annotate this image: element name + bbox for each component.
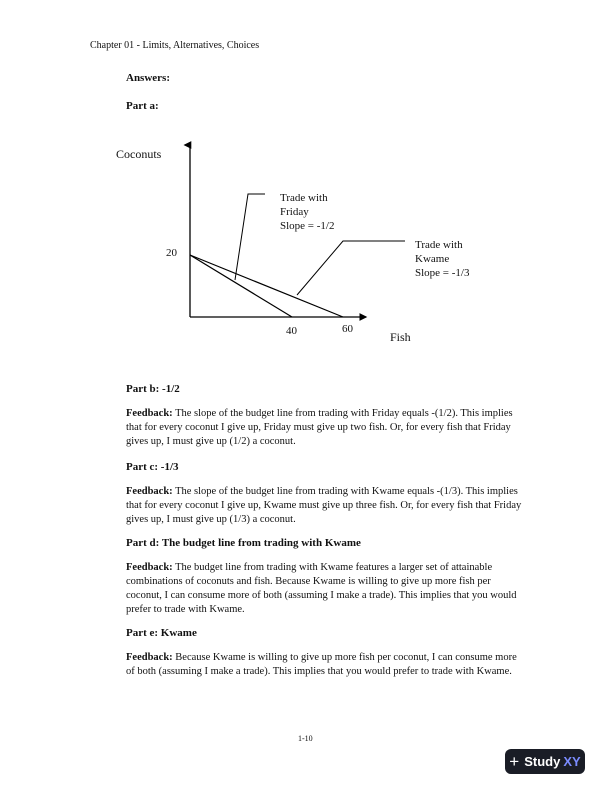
kwame-callout-line (297, 241, 405, 295)
x-axis-label: Fish (390, 330, 411, 344)
part-e-title: Part e: Kwame (126, 627, 197, 639)
budget-line-chart (0, 0, 612, 380)
kwame-budget-line (190, 255, 343, 317)
part-b-feedback: Feedback: The slope of the budget line from trading with Friday equals -(1/2). This implies that for every coconut I give up, Friday must give up two fish. Or, for every fish that Friday gives up, I must give up (1/2) a coconut. (126, 408, 513, 447)
x-tick-40: 40 (286, 325, 297, 337)
friday-budget-line (190, 255, 292, 317)
kwame-annotation: Trade with Kwame Slope = -1/3 (415, 239, 470, 279)
part-c-feedback: Feedback: The slope of the budget line from trading with Kwame equals -(1/3). This implies that for every coconut I give up, Kwame must give up three fish. Or, for every fish that Friday gives up, I must give up (1/3) a coconut. (126, 486, 522, 525)
part-e-feedback: Feedback: Because Kwame is willing to give up more fish per coconut, I can consume more of both (assuming I make a trade). This implies that you would prefer to trade with Kwame. (126, 652, 517, 677)
friday-callout-line (235, 194, 265, 280)
part-d-feedback: Feedback: The budget line from trading with Kwame features a larger set of attainable combinations of coconuts and fish. Because Kwame is willing to give up more fish per coconut, I can consume more of both (assuming I make a trade). This implies that you would prefer to trade with Kwame. (126, 562, 517, 615)
friday-annotation: Trade with Friday Slope = -1/2 (280, 192, 335, 232)
answers-title: Answers: (126, 72, 170, 84)
part-a-title: Part a: (126, 100, 159, 112)
page-number: 1-10 (298, 734, 313, 743)
studyxy-logo[interactable]: + Study XY (505, 749, 585, 774)
part-c-title: Part c: -1/3 (126, 461, 179, 473)
page-header: Chapter 01 - Limits, Alternatives, Choices (90, 40, 260, 51)
part-d-title: Part d: The budget line from trading with Kwame (126, 537, 361, 549)
part-b-title: Part b: -1/2 (126, 383, 180, 395)
x-tick-60: 60 (342, 323, 353, 335)
y-tick-20: 20 (166, 247, 177, 259)
y-axis-label: Coconuts (116, 147, 162, 161)
plus-icon: + (509, 751, 520, 771)
